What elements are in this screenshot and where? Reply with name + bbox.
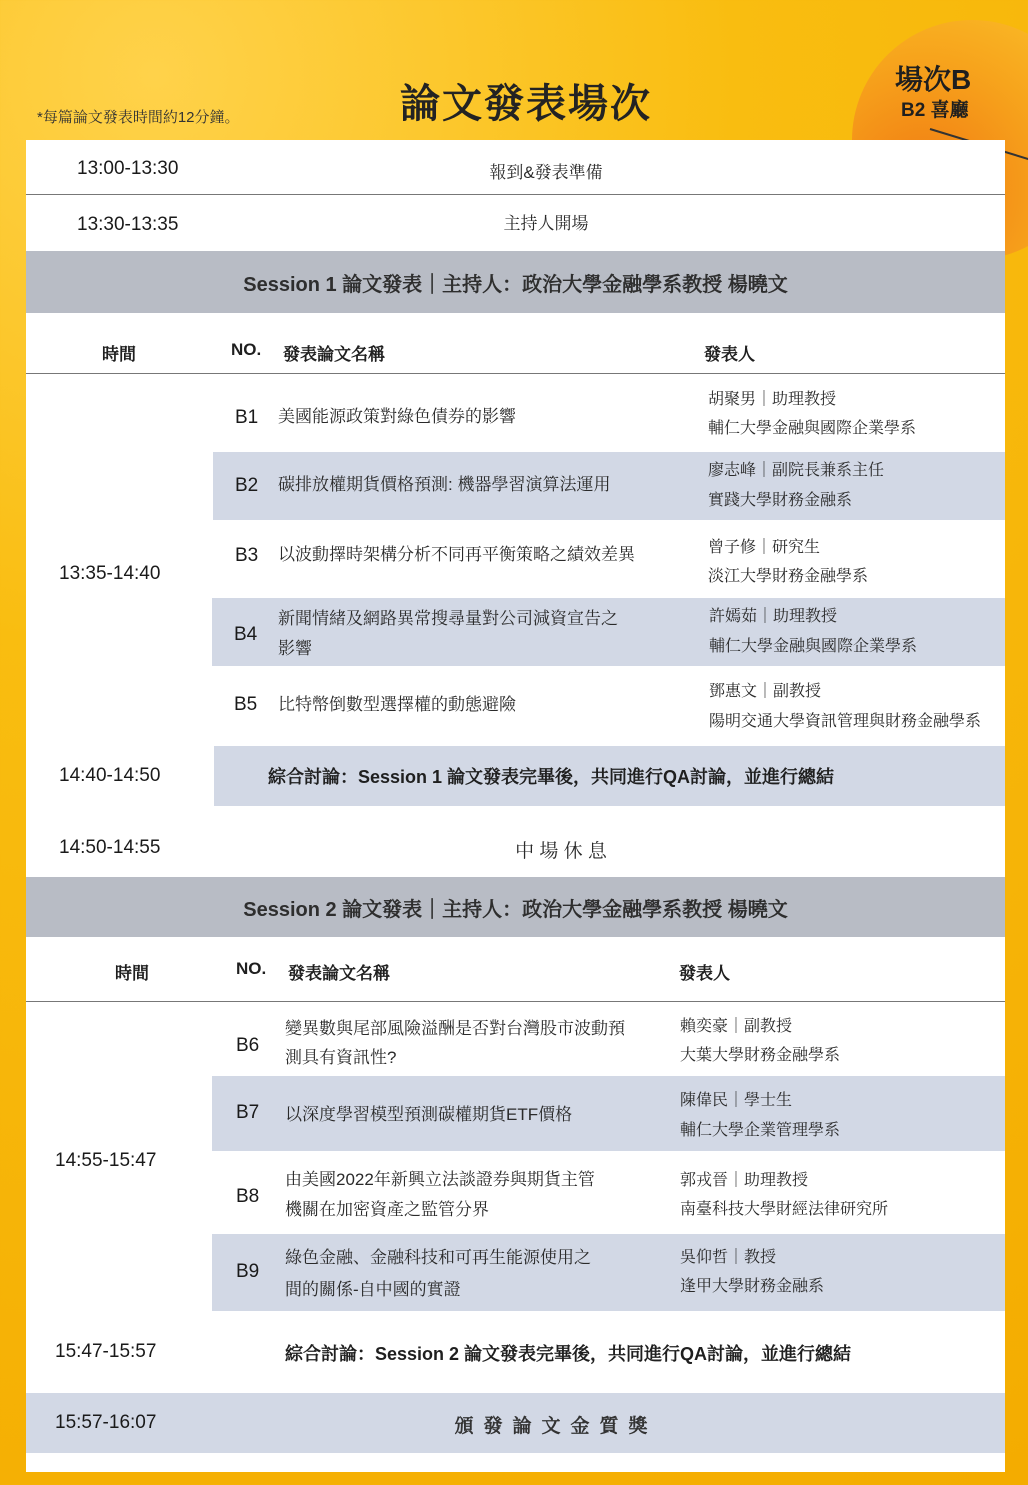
divider bbox=[26, 373, 1005, 374]
paper-title-line2: 測具有資訊性? bbox=[285, 1048, 397, 1067]
presenter-affiliation: 輔仁大學企業管理學系 bbox=[680, 1122, 841, 1139]
paper-title: 由美國2022年新興立法談證券與期貨主管 bbox=[285, 1170, 595, 1189]
page-title: 論文發表場次 bbox=[400, 82, 652, 126]
session1-discussion-time: 14:40-14:50 bbox=[59, 765, 161, 786]
opening-time-1: 13:00-13:30 bbox=[77, 158, 179, 179]
badge-room: B2 喜廳 bbox=[901, 100, 969, 121]
award-text: 頒發論文金質獎 bbox=[454, 1416, 658, 1437]
paper-title: 美國能源政策對綠色債券的影響 bbox=[278, 407, 516, 426]
paper-title: 以深度學習模型預測碳權期貨ETF價格 bbox=[285, 1105, 573, 1124]
paper-no: B4 bbox=[234, 624, 258, 645]
paper-no: B6 bbox=[236, 1035, 260, 1056]
presenter-name: 廖志峰｜副院長兼系主任 bbox=[708, 462, 885, 479]
session2-discussion: 綜合討論：Session 2 論文發表完畢後，共同進行QA討論，並進行總結 bbox=[285, 1344, 852, 1364]
paper-no: B8 bbox=[236, 1186, 260, 1207]
paper-title: 碳排放權期貨價格預測: 機器學習演算法運用 bbox=[278, 475, 611, 494]
s1-header-time: 時間 bbox=[102, 345, 136, 364]
presenter-name: 鄧惠文｜副教授 bbox=[709, 683, 822, 700]
presenter-name: 曾子修｜研究生 bbox=[708, 539, 821, 556]
session1-discussion: 綜合討論：Session 1 論文發表完畢後，共同進行QA討論，並進行總結 bbox=[214, 746, 1005, 806]
paper-title: 比特幣倒數型選擇權的動態避險 bbox=[278, 695, 516, 714]
paper-no: B5 bbox=[234, 694, 258, 715]
session2-discussion-time: 15:47-15:57 bbox=[55, 1341, 157, 1362]
paper-title-line2: 間的關係-自中國的實證 bbox=[285, 1280, 461, 1299]
s2-header-time: 時間 bbox=[115, 964, 149, 983]
presenter-affiliation: 陽明交通大學資訊管理與財務金融學系 bbox=[709, 713, 982, 730]
presenter-name: 賴奕豪｜副教授 bbox=[680, 1018, 793, 1035]
paper-title-line2: 影響 bbox=[278, 639, 312, 658]
paper-title: 新聞情緒及網路異常搜尋量對公司減資宣告之 bbox=[278, 609, 618, 628]
presenter-name: 吳仰哲｜教授 bbox=[680, 1249, 777, 1266]
presenter-name: 陳偉民｜學士生 bbox=[680, 1092, 793, 1109]
session2-banner: Session 2 論文發表｜主持人：政治大學金融學系教授 楊曉文 bbox=[26, 877, 1005, 937]
paper-no: B1 bbox=[235, 407, 259, 428]
presenter-name: 胡聚男｜助理教授 bbox=[708, 391, 837, 408]
session1-banner: Session 1 論文發表｜主持人：政治大學金融學系教授 楊曉文 bbox=[26, 251, 1005, 313]
opening-text-1: 報到&發表準備 bbox=[489, 163, 603, 182]
presenter-affiliation: 逢甲大學財務金融系 bbox=[680, 1278, 825, 1295]
presenter-affiliation: 大葉大學財務金融學系 bbox=[680, 1047, 841, 1064]
presenter-affiliation: 實踐大學財務金融系 bbox=[708, 492, 853, 509]
paper-no: B9 bbox=[236, 1261, 260, 1282]
presenter-affiliation: 輔仁大學金融與國際企業學系 bbox=[708, 420, 917, 437]
paper-title-line2: 機關在加密資產之監管分界 bbox=[285, 1200, 489, 1219]
time-note: *每篇論文發表時間約12分鐘。 bbox=[37, 109, 240, 126]
divider bbox=[26, 194, 1005, 195]
break-time: 14:50-14:55 bbox=[59, 837, 161, 858]
opening-time-2: 13:30-13:35 bbox=[77, 214, 179, 235]
presenter-affiliation: 淡江大學財務金融學系 bbox=[708, 568, 869, 585]
s1-header-presenter: 發表人 bbox=[704, 345, 755, 364]
paper-title: 變異數與尾部風險溢酬是否對台灣股市波動預 bbox=[285, 1019, 625, 1038]
presenter-name: 郭戎晉｜助理教授 bbox=[680, 1172, 809, 1189]
paper-title: 以波動擇時架構分析不同再平衡策略之績效差異 bbox=[278, 545, 635, 564]
session2-time: 14:55-15:47 bbox=[55, 1150, 157, 1171]
presenter-affiliation: 輔仁大學金融與國際企業學系 bbox=[709, 638, 918, 655]
paper-no: B7 bbox=[236, 1102, 260, 1123]
s1-header-no: NO. bbox=[231, 340, 262, 359]
presenter-affiliation: 南臺科技大學財經法律研究所 bbox=[680, 1201, 889, 1218]
paper-title: 綠色金融、金融科技和可再生能源使用之 bbox=[285, 1248, 591, 1267]
award-time: 15:57-16:07 bbox=[55, 1412, 157, 1433]
schedule-panel bbox=[26, 140, 1005, 1472]
session1-time: 13:35-14:40 bbox=[59, 563, 161, 584]
break-text: 中 場 休 息 bbox=[515, 841, 607, 862]
opening-text-2: 主持人開場 bbox=[503, 214, 589, 233]
presenter-name: 許嫣茹｜助理教授 bbox=[709, 608, 838, 625]
paper-no: B3 bbox=[235, 545, 259, 566]
s2-header-no: NO. bbox=[236, 959, 267, 978]
s2-header-presenter: 發表人 bbox=[679, 964, 730, 983]
s2-header-paper: 發表論文名稱 bbox=[288, 964, 390, 983]
paper-no: B2 bbox=[235, 475, 259, 496]
s1-header-paper: 發表論文名稱 bbox=[283, 345, 385, 364]
badge-title: 場次B bbox=[895, 64, 972, 95]
divider bbox=[26, 1001, 1005, 1002]
